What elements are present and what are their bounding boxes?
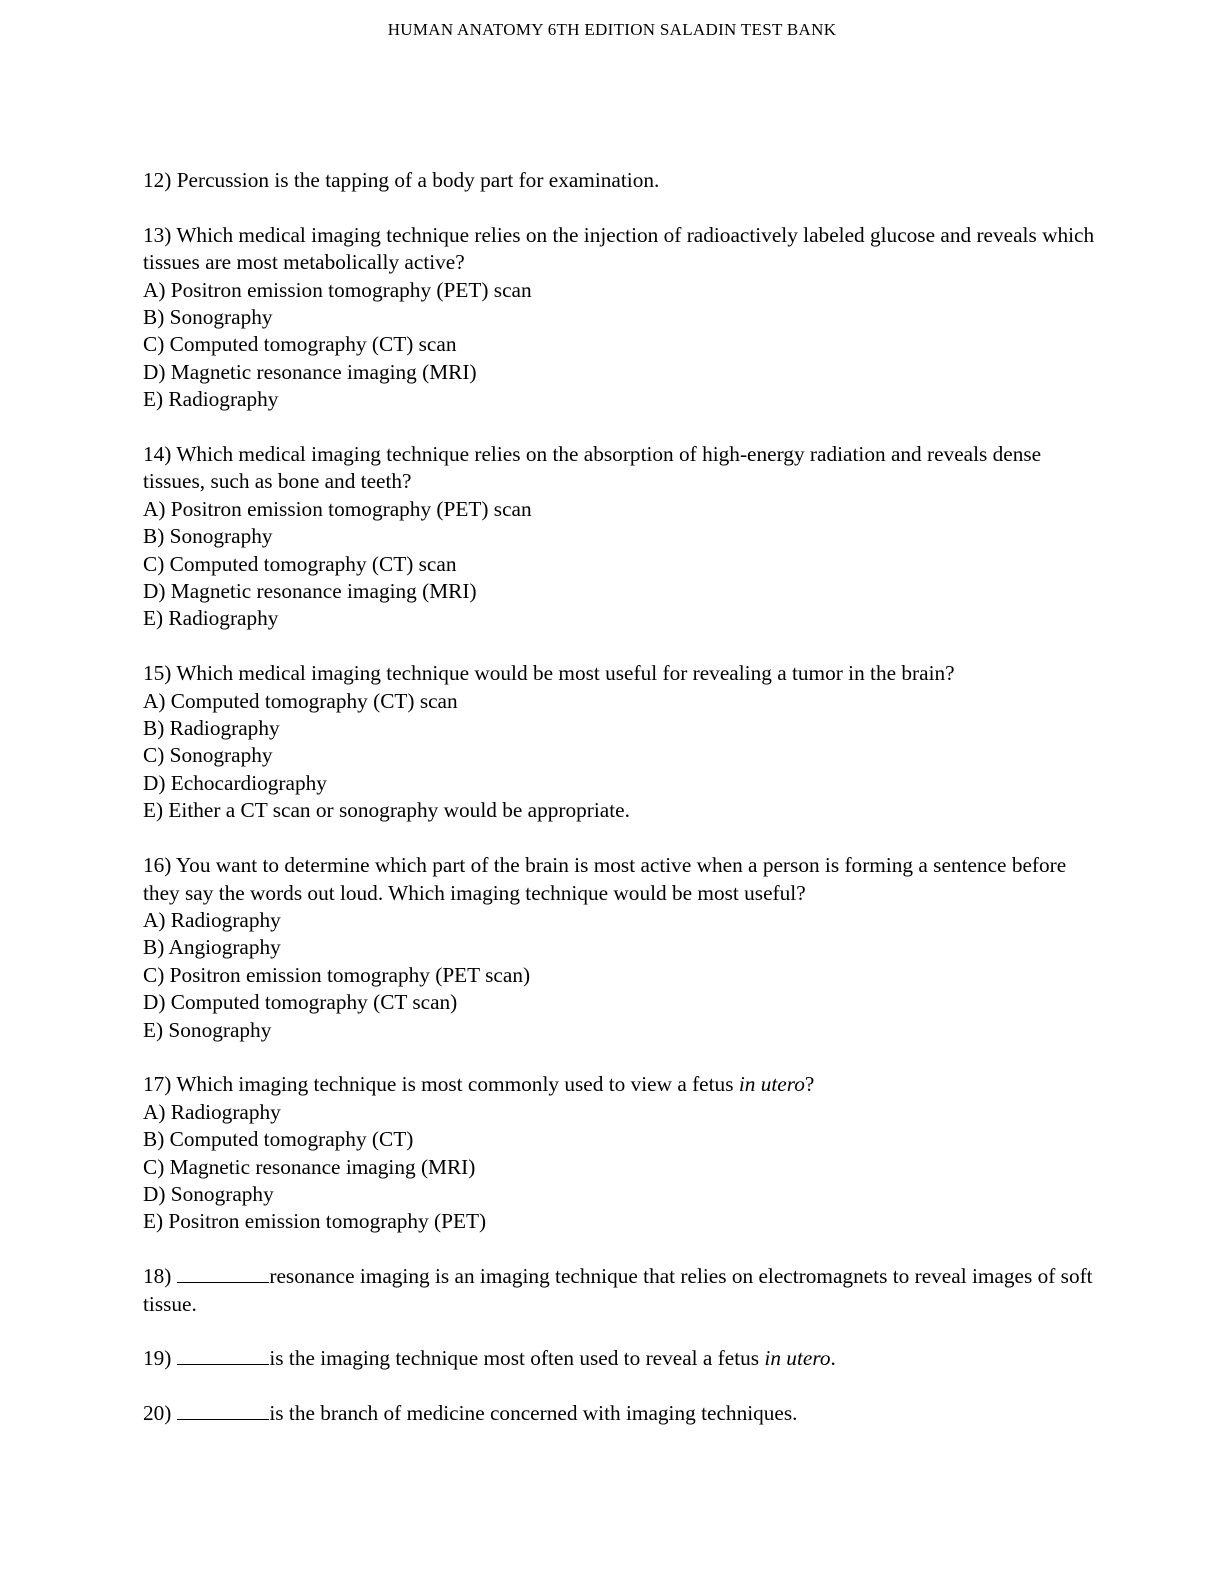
question-19-blank [177,1346,269,1365]
question-17-option-b: B) Computed tomography (CT) [143,1127,414,1152]
question-20-blank [177,1401,269,1420]
question-13-option-d: D) Magnetic resonance imaging (MRI) [143,359,477,384]
question-13 [143,222,1103,414]
question-13-option-e: E) Radiography [143,387,279,412]
question-16-option-a: A) Radiography [143,907,281,932]
question-13-stem: 13) Which medical imaging technique relies on the injection of radioactively labeled glucose and reveals which tissues are most metabolically active? [143,222,1095,275]
question-12-text: 12) Percussion is the tapping of a body part for examination. [143,168,660,192]
question-15-option-d: D) Echocardiography [143,770,327,795]
question-16 [143,852,1103,1044]
question-13-option-c: C) Computed tomography (CT) scan [143,332,457,357]
question-14-option-e: E) Radiography [143,606,279,631]
question-16-option-d: D) Computed tomography (CT scan) [143,990,458,1015]
question-13-option-a: A) Positron emission tomography (PET) scan [143,277,532,302]
question-15-option-b: B) Radiography [143,716,280,741]
question-14-option-d: D) Magnetic resonance imaging (MRI) [143,579,477,604]
question-18-text [143,1263,1103,1318]
question-14 [143,441,1103,633]
question-16-option-e: E) Sonography [143,1017,272,1042]
question-17-option-e: E) Positron emission tomography (PET) [143,1209,487,1234]
question-18-number: 18) [143,1264,172,1289]
question-16-stem: 16) You want to determine which part of the brain is most active when a person is forming a sentence before they say the words out loud. Which imaging technique would be most useful? [143,853,1067,905]
question-14-option-c: C) Computed tomography (CT) scan [143,551,457,576]
question-14-option-b: B) Sonography [143,524,273,549]
question-15-option-c: C) Sonography [143,743,273,768]
question-18-blank [177,1264,269,1283]
question-list [143,167,1103,1455]
question-14-stem: 14) Which medical imaging technique relies on the absorption of high-energy radiation and reveals dense tissues, such as bone and teeth? [143,442,1042,494]
question-15 [143,660,1103,824]
question-12 [143,167,1103,194]
question-17-option-d: D) Sonography [143,1181,274,1206]
question-14-option-a: A) Positron emission tomography (PET) scan [143,496,532,521]
question-18-body: resonance imaging is an imaging technique that relies on electromagnets to reveal images of soft tissue. [143,1264,1093,1316]
question-16-option-c: C) Positron emission tomography (PET scan) [143,962,531,987]
page-header: HUMAN ANATOMY 6TH EDITION SALADIN TEST BANK [387,20,837,39]
question-17-stem-end: ? [804,1072,815,1097]
question-18 [143,1263,1103,1318]
question-13-option-b: B) Sonography [143,305,273,330]
question-16-option-b: B) Angiography [143,935,281,960]
question-17-option-a: A) Radiography [143,1099,281,1124]
question-19-end: . [830,1346,836,1371]
question-20-number: 20) [143,1401,172,1426]
question-17-stem-italic: in utero [738,1072,805,1097]
question-15-stem: 15) Which medical imaging technique would be most useful for revealing a tumor in the brain? [143,661,955,686]
question-15-option-e: E) Either a CT scan or sonography would be appropriate. [143,798,630,823]
question-20 [143,1400,1103,1427]
question-19-number: 19) [143,1346,172,1371]
question-15-option-a: A) Computed tomography (CT) scan [143,688,458,713]
question-17 [143,1071,1103,1235]
question-19-italic: in utero [764,1346,831,1371]
question-17-option-c: C) Magnetic resonance imaging (MRI) [143,1154,476,1179]
question-17-stem-text: 17) Which imaging technique is most commonly used to view a fetus [143,1072,739,1097]
question-17-stem [143,1071,1103,1098]
question-20-body: is the branch of medicine concerned with imaging techniques. [269,1401,798,1426]
question-19-text [143,1345,1103,1372]
question-20-text [143,1400,1103,1427]
question-19 [143,1345,1103,1372]
question-19-body: is the imaging technique most often used to reveal a fetus [269,1346,765,1371]
